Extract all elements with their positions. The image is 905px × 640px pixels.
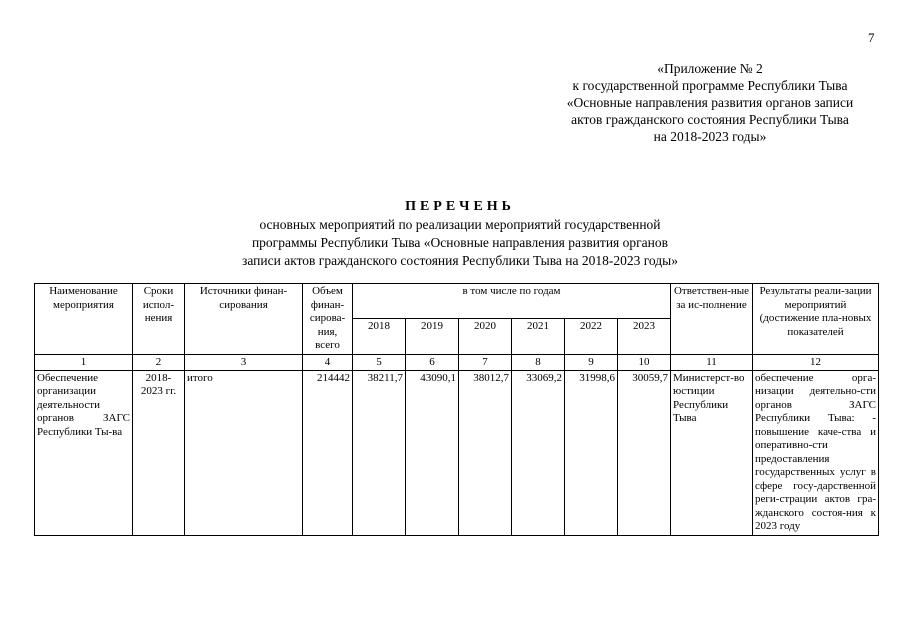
document-title [190,198,730,270]
header-row [35,284,879,319]
cell-year-value: 38012,7 [459,370,512,535]
header-results: Результаты реали-зации мероприятий (достижение пла-новых показателей [753,284,879,355]
title-line: основных мероприятий по реализации мероприятий государственной [259,217,661,232]
column-number: 9 [565,354,618,370]
column-number: 11 [671,354,753,370]
cell-name: Обеспечение организации деятельности органов ЗАГС Республики Ты-ва [35,370,133,535]
title-line: записи актов гражданского состояния Республики Тыва на 2018-2023 годы» [242,253,678,268]
table-row [35,370,879,535]
title-line: программы Республики Тыва «Основные направления развития органов [251,235,669,250]
column-number: 4 [303,354,353,370]
header-year: 2021 [512,319,565,354]
header-year: 2020 [459,319,512,354]
appendix-line: на 2018-2023 годы» [653,129,767,144]
cell-results: обеспечение орга-низации деятельно-сти органов ЗАГС Республики Тыва: - повышение каче-ства и оперативно-сти предоставления государственных услуг в сфере госу-дарственной реги-страции актов гра-жданского состоя-ния к 2023 году [753,370,879,535]
header-year: 2023 [618,319,671,354]
column-number-row [35,354,879,370]
appendix-line: «Основные направления развития органов записи [566,95,854,110]
cell-period: 2018-2023 гг. [133,370,185,535]
cell-year-value: 43090,1 [406,370,459,535]
column-number: 1 [35,354,133,370]
column-number: 10 [618,354,671,370]
cell-year-value: 30059,7 [618,370,671,535]
appendix-line: актов гражданского состояния Республики Тыва [571,112,849,127]
appendix-line: «Приложение № 2 [657,61,763,76]
header-period: Сроки испол-нения [133,284,185,355]
column-number: 12 [753,354,879,370]
appendix-line: к государственной программе Республики Тыва [572,78,848,93]
title-main: ПЕРЕЧЕНЬ [405,199,515,214]
cell-year-value: 38211,7 [353,370,406,535]
cell-sources: итого [185,370,303,535]
header-year: 2018 [353,319,406,354]
column-number: 7 [459,354,512,370]
appendix-heading [540,60,880,145]
cell-year-value: 33069,2 [512,370,565,535]
header-sources: Источники финан-сирования [185,284,303,355]
column-number: 6 [406,354,459,370]
header-responsible: Ответствен-ные за ис-полнение [671,284,753,355]
header-years-group: в том числе по годам [353,284,671,319]
column-number: 5 [353,354,406,370]
cell-volume: 214442 [303,370,353,535]
header-volume: Объем финан-сирова-ния, всего [303,284,353,355]
page-number: 7 [868,30,875,45]
header-name: Наименование мероприятия [35,284,133,355]
header-year: 2022 [565,319,618,354]
column-number: 8 [512,354,565,370]
column-number: 3 [185,354,303,370]
column-number: 2 [133,354,185,370]
activities-table [34,283,879,536]
cell-responsible: Министерст-во юстиции Республики Тыва [671,370,753,535]
cell-year-value: 31998,6 [565,370,618,535]
header-year: 2019 [406,319,459,354]
